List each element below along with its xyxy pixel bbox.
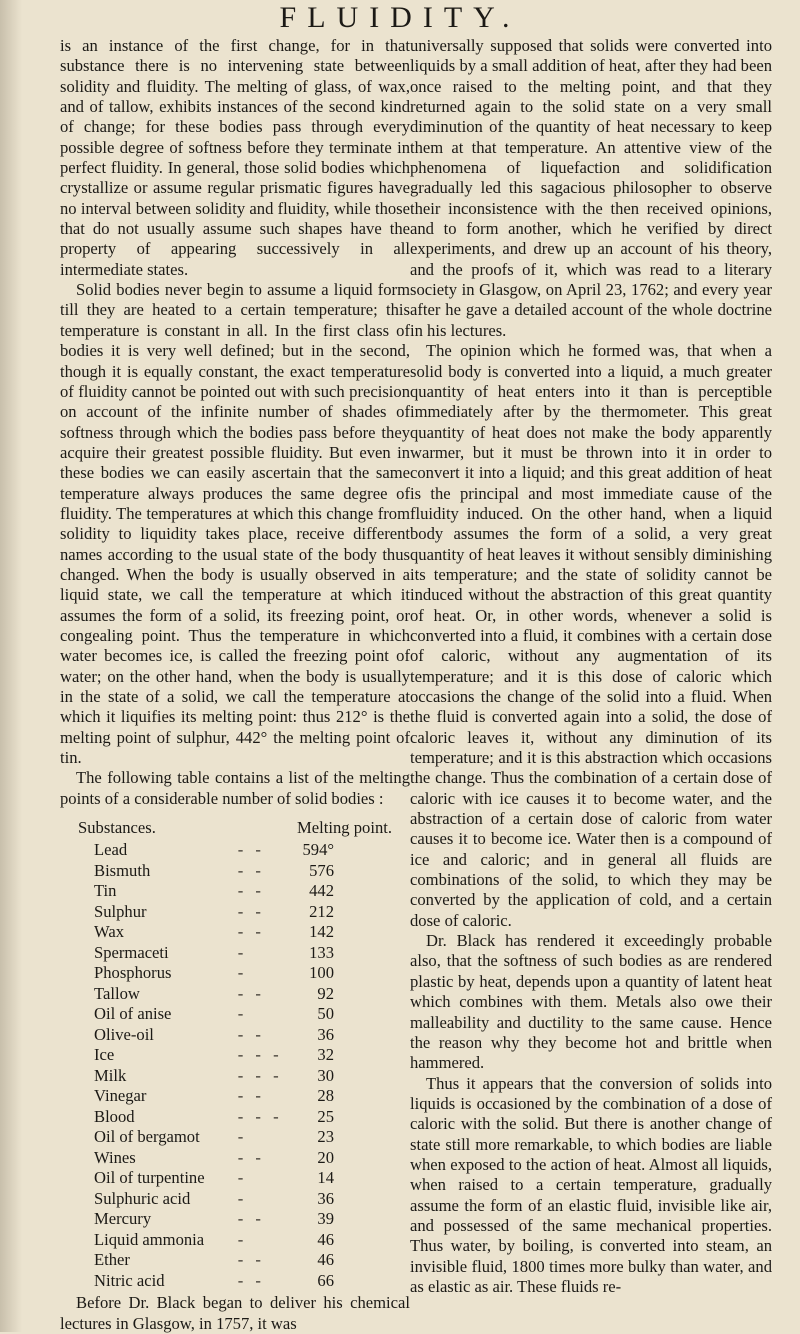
substance-cell: Nitric acid xyxy=(94,1270,165,1290)
substance-cell: Bismuth xyxy=(94,860,151,880)
paragraph: Solid bodies never begin to assume a liquid form till they are heated to a certain temperature; this temperature is constant in all. In the first class of bodies it is very well defined; but in the second, though it is equally constant, the exact temperature of fluidity cannot be pointed out with such precision on account of the infinite number of shades of softness through which the bodies pass before they acquire their greatest possible fluidity. But even in these bodies we can easily ascertain that the same temperature always produces the same degree of fluidity. The temperatures at which this change from solidity to liquidity takes place, receive different names according to the usual state of the body thus changed. When the body is usually observed in a liquid state, we call the temperature at which it assumes the form of a solid, its freezing point, or congealing point. Thus the temperature in which water becomes ice, is called the freezing point of water; on the other hand, when the body is usually in the state of a solid, we call the temperature at which it liquifies its melting point: thus 212° is the melting point of sulphur, 442° the melting point of tin. xyxy=(60,280,410,768)
melting-point-cell: 576 xyxy=(309,860,334,880)
leader-cell: - xyxy=(237,963,248,983)
table-row xyxy=(94,861,334,882)
table-row xyxy=(94,902,334,923)
paragraph: is an instance of the first change, for in that substance there is no intervening state between solidity and fluidity. The melting of glass, of wax, and of tallow, exhibits instances of the second kind of change; for these bodies pass through every possible degree of softness before they terminate in perfect fluidity. In general, those solid bodies which crystallize or assume regular prismatic figures have no interval between solidity and fluidity, while those that do not usually assume such shapes have the property of appearing successively in all intermediate states. xyxy=(60,36,410,279)
leader-cell: - - xyxy=(237,881,265,901)
running-head: FLUIDITY. xyxy=(279,1,521,34)
leader-cell: - - xyxy=(237,1250,265,1270)
table-row xyxy=(94,881,334,902)
table-row xyxy=(94,1066,334,1087)
table-row xyxy=(94,1209,334,1230)
leader-cell: - xyxy=(237,1229,248,1249)
melting-point-cell: 32 xyxy=(317,1045,334,1065)
melting-point-cell: 212 xyxy=(309,901,334,921)
leader-cell: - - - xyxy=(237,1065,283,1085)
substance-cell: Wax xyxy=(94,922,124,942)
table-header xyxy=(78,818,392,838)
leader-cell: - - xyxy=(237,1270,265,1290)
table-row xyxy=(94,1271,334,1292)
melting-point-cell: 442 xyxy=(309,881,334,901)
leader-cell: - - xyxy=(237,901,265,921)
melting-point-cell: 100 xyxy=(309,963,334,983)
substance-cell: Milk xyxy=(94,1065,127,1085)
paragraph: The following table contains a list of the melting points of a considerable number of solid bodies : xyxy=(60,768,410,808)
paragraph: Before Dr. Black began to deliver his chemical lectures in Glasgow, in 1757, it was xyxy=(60,1293,410,1333)
substance-cell: Lead xyxy=(94,840,128,860)
leader-cell: - - xyxy=(237,860,265,880)
melting-point-cell: 142 xyxy=(309,922,334,942)
leader-cell: - - - xyxy=(237,1045,283,1065)
table-row xyxy=(94,1004,334,1025)
table-row xyxy=(94,1107,334,1128)
table-row xyxy=(94,1230,334,1251)
leader-cell: - xyxy=(237,942,248,962)
table-row xyxy=(94,963,334,984)
melting-point-cell: 20 xyxy=(317,1147,334,1167)
melting-point-cell: 133 xyxy=(309,942,334,962)
table-row xyxy=(94,922,334,943)
melting-point-cell: 25 xyxy=(317,1106,334,1126)
table-row xyxy=(94,1148,334,1169)
page-gutter-shadow xyxy=(0,0,22,1332)
table-row xyxy=(94,1189,334,1210)
melting-point-cell: 23 xyxy=(317,1127,334,1147)
melting-point-cell: 30 xyxy=(317,1065,334,1085)
substance-cell: Oil of bergamot xyxy=(94,1127,200,1147)
leader-cell: - xyxy=(237,1004,248,1024)
leader-cell: - - xyxy=(237,1147,265,1167)
melting-point-header: Melting point. xyxy=(297,818,392,838)
table-row xyxy=(94,1025,334,1046)
substance-cell: Tallow xyxy=(94,983,140,1003)
leader-cell: - - xyxy=(237,983,265,1003)
substance-cell: Vinegar xyxy=(94,1086,147,1106)
substance-cell: Oil of turpentine xyxy=(94,1168,205,1188)
table-row xyxy=(94,1250,334,1271)
substance-cell: Oil of anise xyxy=(94,1004,172,1024)
substance-cell: Blood xyxy=(94,1106,135,1126)
substance-cell: Wines xyxy=(94,1147,136,1167)
paragraph: Dr. Black has rendered it exceedingly probable also, that the softness of such bodies as are rendered plastic by heat, depends upon a quantity of latent heat which combines with them. Metals also owe their malleability and ductility to the same cause. Hence the reason why they become hot and brittle when hammered. xyxy=(410,931,772,1073)
leader-cell: - - - xyxy=(237,1106,283,1126)
melting-point-table xyxy=(94,840,334,1291)
melting-point-cell: 36 xyxy=(317,1188,334,1208)
table-row xyxy=(94,1127,334,1148)
substance-cell: Sulphur xyxy=(94,901,147,921)
melting-point-cell: 39 xyxy=(317,1209,334,1229)
melting-point-cell: 92 xyxy=(317,983,334,1003)
leader-cell: - xyxy=(237,1188,248,1208)
substance-cell: Tin xyxy=(94,881,117,901)
melting-point-cell: 46 xyxy=(317,1250,334,1270)
leader-cell: - - xyxy=(237,1209,265,1229)
table-row xyxy=(94,1045,334,1066)
substance-cell: Olive-oil xyxy=(94,1024,154,1044)
substance-cell: Liquid ammonia xyxy=(94,1229,205,1249)
table-row xyxy=(94,840,334,861)
leader-cell: - xyxy=(237,1168,248,1188)
table-row xyxy=(94,1168,334,1189)
substance-cell: Ice xyxy=(94,1045,115,1065)
melting-point-cell: 28 xyxy=(317,1086,334,1106)
table-row xyxy=(94,984,334,1005)
leader-cell: - xyxy=(237,1127,248,1147)
substance-cell: Sulphuric acid xyxy=(94,1188,191,1208)
paragraph: The opinion which he formed was, that when a solid body is converted into a liquid, a much greater quantity of heat enters into it than is perceptible immediately after by the thermometer. This great quantity of heat does not make the body apparently warmer, but it must be thrown into it in order to convert it into a liquid; and this great addition of heat is the principal and most immediate cause of the fluidity induced. On the other hand, when a liquid body assumes the form of a solid, a very great quantity of heat leaves it without sensibly diminishing its temperature; and the state of solidity cannot be induced without the abstraction of this great quantity of heat. Or, in other words, whenever a solid is converted into a fluid, it combines with a certain dose of caloric, without any augmentation of its temperature; and it is this dose of caloric which occasions the change of the solid into a fluid. When the fluid is converted again into a solid, the dose of caloric leaves it, without any diminution of its temperature; and it is this abstraction which occasions the change. Thus the combination of a certain dose of caloric with ice causes it to become water, and the abstraction of a certain dose of caloric from water causes it to become ice. Water then is a compound of ice and caloric; and in general all fluids are combinations of the solid, to which they may be converted by the application of cold, and a certain dose of caloric. xyxy=(410,341,772,930)
leader-cell: - - xyxy=(237,1024,265,1044)
melting-point-cell: 66 xyxy=(317,1270,334,1290)
substance-cell: Phosphorus xyxy=(94,963,172,983)
leader-cell: - - xyxy=(237,922,265,942)
table-row xyxy=(94,1086,334,1107)
right-column xyxy=(410,36,772,1297)
table-row xyxy=(94,943,334,964)
left-column xyxy=(60,36,410,1334)
paragraph: universally supposed that solids were converted into liquids by a small addition of heat, after they had been once raised to the melting point, and that they returned again to the solid state on a very small diminution of the quantity of heat necessary to keep them at that temperature. An attentive view of the phenomena of liquefaction and solidification gradually led this sagacious philosopher to observe their inconsistence with the then received opinions, and to form another, which he verified by direct experiments, and drew up an account of his theory, and the proofs of it, which was read to a literary society in Glasgow, on April 23, 1762; and every year after he gave a detailed account of the whole doctrine in his lectures. xyxy=(410,36,772,340)
substance-cell: Ether xyxy=(94,1250,130,1270)
melting-point-cell: 14 xyxy=(317,1168,334,1188)
leader-cell: - - xyxy=(237,840,265,860)
paragraph: Thus it appears that the conversion of solids into liquids is occasioned by the combination of a dose of caloric with the solid. But there is another change of state still more remarkable, to which bodies are liable when exposed to the action of heat. Almost all liquids, when raised to a certain temperature, gradually assume the form of an elastic fluid, invisible like air, and possessed of the same mechanical properties. Thus water, by boiling, is converted into steam, an invisible fluid, 1800 times more bulky than water, and as elastic as air. These fluids re- xyxy=(410,1073,772,1296)
melting-point-cell: 36 xyxy=(317,1024,334,1044)
substance-cell: Mercury xyxy=(94,1209,152,1229)
melting-point-cell: 46 xyxy=(317,1229,334,1249)
leader-cell: - - xyxy=(237,1086,265,1106)
substance-cell: Spermaceti xyxy=(94,942,169,962)
melting-point-cell: 594° xyxy=(302,840,334,860)
substances-header: Substances. xyxy=(78,818,156,838)
melting-point-cell: 50 xyxy=(317,1004,334,1024)
